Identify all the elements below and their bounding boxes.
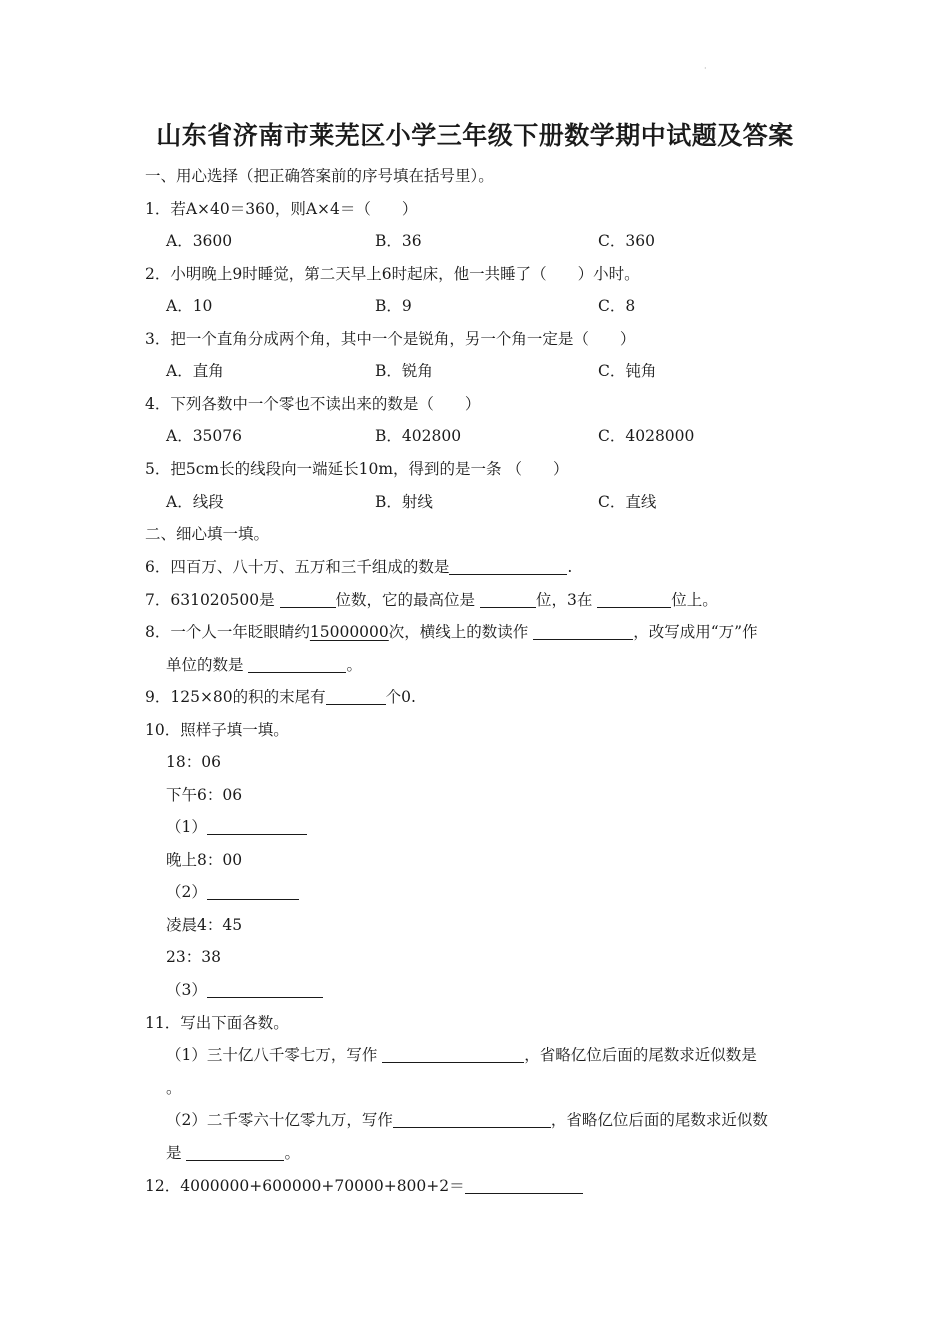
q5-option-b: B．射线 (375, 493, 433, 511)
q11-2-text-3: 是 (166, 1144, 187, 1162)
q11-2-text-1: （2）二千零六十亿零九万，写作 (166, 1111, 393, 1129)
q9-text-1: 9．125×80的积的末尾有 (145, 688, 326, 706)
q4-option-c: C．4028000 (598, 427, 695, 445)
q10-line-1: 18：06 (166, 753, 221, 771)
question-6 (145, 556, 572, 578)
q11-1-text-2: ，省略亿位后面的尾数求近似数是 (524, 1046, 757, 1064)
q10-line-6: 凌晨4：45 (166, 916, 243, 934)
q8-text-5: 。 (346, 656, 362, 674)
q11-part-2 (166, 1109, 768, 1131)
q7-blank-2[interactable] (480, 591, 536, 608)
q10-blank-2[interactable] (207, 883, 299, 900)
scan-mark: · (704, 64, 707, 73)
q8-text-1: 8．一个人一年眨眼睛约 (145, 623, 310, 641)
section-heading-2: 二、细心填一填。 (145, 525, 270, 543)
page-title: 山东省济南市莱芜区小学三年级下册数学期中试题及答案 (156, 121, 794, 150)
q8-text-3: ，改写成用“万”作 (633, 623, 758, 641)
question-4: 4．下列各数中一个零也不读出来的数是（ ） (145, 395, 481, 413)
q2-option-a: A．10 (166, 297, 213, 315)
q11-2-text-4: 。 (284, 1144, 300, 1162)
question-8-continued (166, 654, 362, 676)
question-10: 10．照样子填一填。 (145, 721, 289, 739)
q8-text-4: 单位的数是 (166, 656, 249, 674)
q10-line-4: 晚上8：00 (166, 851, 243, 869)
q1-option-c: C．360 (598, 232, 655, 250)
q7-text-1: 7．631020500是 (145, 591, 280, 609)
q7-text-4: 位上。 (671, 591, 718, 609)
q5-option-a: A．线段 (166, 493, 224, 511)
q11-part-1-end: 。 (166, 1079, 182, 1097)
q9-blank[interactable] (326, 688, 386, 705)
question-5: 5．把5cm长的线段向一端延长10m，得到的是一条 （ ） (145, 460, 569, 478)
q9-text-2: 个0. (385, 688, 416, 706)
q6-answer-blank[interactable] (449, 558, 567, 575)
q10-label-3: （3） (166, 981, 207, 999)
q10-label-2: （2） (166, 883, 207, 901)
q7-text-3: 位，3在 (535, 591, 598, 609)
q8-underlined-number: 15000000 (309, 623, 389, 641)
q7-blank-1[interactable] (280, 591, 336, 608)
q6-end: . (567, 558, 573, 576)
q12-blank[interactable] (465, 1177, 583, 1194)
q4-option-b: B．402800 (375, 427, 462, 445)
question-9 (145, 686, 416, 708)
question-2: 2．小明晚上9时睡觉，第二天早上6时起床，他一共睡了（ ）小时。 (145, 265, 640, 283)
q1-option-b: B．36 (375, 232, 422, 250)
q8-blank-1[interactable] (533, 623, 633, 640)
q12-text: 12．4000000+600000+70000+800+2＝ (145, 1177, 465, 1195)
q10-line-3 (166, 816, 307, 838)
q10-line-5 (166, 881, 299, 903)
q11-part-1 (166, 1044, 757, 1066)
q7-text-2: 位数，它的最高位是 (335, 591, 480, 609)
q6-text: 6．四百万、八十万、五万和三千组成的数是 (145, 558, 450, 576)
question-12 (145, 1175, 583, 1197)
section-heading-1: 一、用心选择（把正确答案前的序号填在括号里）。 (145, 167, 494, 185)
question-7 (145, 589, 718, 611)
question-1: 1．若A×40＝360，则A×4＝（ ） (145, 200, 418, 218)
q1-option-a: A．3600 (166, 232, 233, 250)
q11-2-text-2: ，省略亿位后面的尾数求近似数 (550, 1111, 768, 1129)
q2-option-c: C．8 (598, 297, 636, 315)
q10-label-1: （1） (166, 818, 207, 836)
q2-option-b: B．9 (375, 297, 412, 315)
q7-blank-3[interactable] (597, 591, 671, 608)
q3-option-c: C．钝角 (598, 362, 657, 380)
q8-blank-2[interactable] (248, 656, 346, 673)
q8-text-2: 次，横线上的数读作 (388, 623, 534, 641)
question-8 (145, 621, 758, 643)
question-3: 3．把一个直角分成两个角，其中一个是锐角，另一个角一定是（ ） (145, 330, 636, 348)
q10-line-2: 下午6：06 (166, 786, 243, 804)
q11-2-blank-2[interactable] (186, 1144, 284, 1161)
q10-blank-1[interactable] (207, 818, 307, 835)
q10-line-8 (166, 979, 323, 1001)
question-11: 11．写出下面各数。 (145, 1014, 289, 1032)
q11-1-text-1: （1）三十亿八千零七万，写作 (166, 1046, 383, 1064)
q11-1-blank[interactable] (382, 1046, 524, 1063)
q10-line-7: 23：38 (166, 948, 221, 966)
q10-blank-3[interactable] (207, 981, 323, 998)
q5-option-c: C．直线 (598, 493, 657, 511)
q11-part-2-continued (166, 1142, 300, 1164)
q3-option-b: B．锐角 (375, 362, 433, 380)
q4-option-a: A．35076 (166, 427, 243, 445)
q3-option-a: A．直角 (166, 362, 224, 380)
q11-2-blank-1[interactable] (393, 1111, 551, 1128)
